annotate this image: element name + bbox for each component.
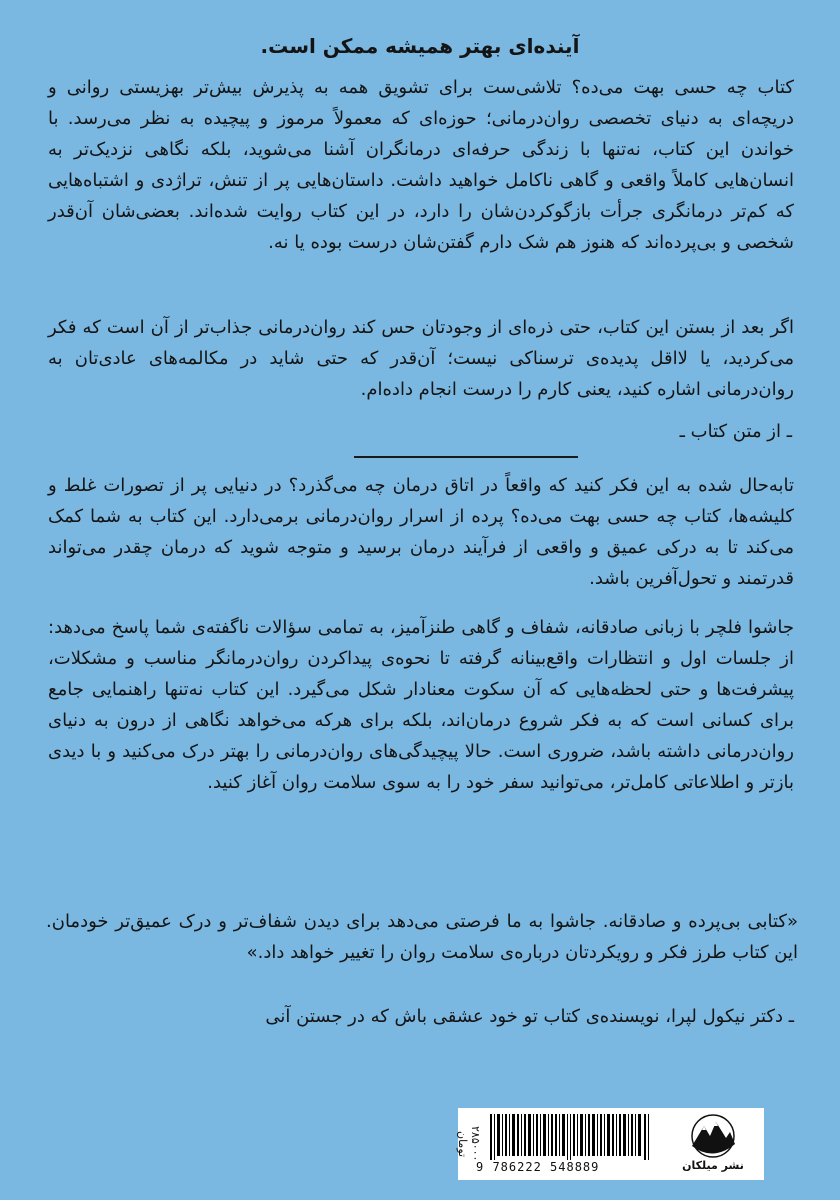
isbn-number: 9 786222 548889 [476,1160,600,1174]
price-label: ۲۸۵۰۰۰ تومان [456,1126,482,1162]
excerpt-source: ـ از متن کتاب ـ [679,421,792,442]
endorsement-quote [46,906,798,968]
section-divider [354,456,578,458]
description-paragraph-2 [48,612,794,798]
cover-tagline: آینده‌ای بهتر همیشه ممکن است. [260,34,580,58]
description-paragraph-1-text: تابه‌حال شده به این فکر کنید که واقعاً در اتاق درمان چه می‌گذرد؟ در دنیایی پر از تصورات غلط و کلیشه‌ها، کتاب چه حسی بهت می‌ده؟ پرده از اسرار روان‌درمانی برمی‌دارد. این کتاب به شما کمک می‌کند تا به درکی عمیق و واقعی از فرآیند درمان برسید و متوجه شوید که درمان چقدر می‌تواند قدرتمند و تحول‌آفرین باشد. [48,475,794,589]
publisher-mark [664,1112,762,1176]
description-paragraph-1 [48,470,794,594]
excerpt-paragraph-2-text: اگر بعد از بستن این کتاب، حتی ذره‌ای از وجودتان حس کند روان‌درمانی جذاب‌تر از آن است که فکر می‌کردید، یا لااقل پدیده‌ی ترسناکی نیست؛ آن‌قدر که حتی شاید در مکالمه‌های عادی‌تان به روان‌درمانی اشاره کنید، یعنی کارم را درست انجام داده‌ام. [48,317,794,400]
excerpt-paragraph-2 [48,312,794,405]
publisher-name: نشر میلکان [682,1159,744,1172]
mountain-logo-icon [686,1114,740,1158]
isbn-barcode [490,1114,652,1160]
endorsement-quote-text: «کتابی بی‌پرده و صادقانه. جاشوا به ما فرصتی می‌دهد برای دیدن شفاف‌تر و درک عمیق‌تر خودمان. این کتاب طرز فکر و رویکردتان درباره‌ی سلامت روان را تغییر خواهد داد.» [46,911,798,963]
description-paragraph-2-text: جاشوا فلچر با زبانی صادقانه، شفاف و گاهی طنزآمیز، به تمامی سؤالات ناگفته‌ی شما پاسخ می‌دهد: از جلسات اول و انتظارات واقع‌بینانه گرفته تا نحوه‌ی پیداکردن روان‌درمانگر مناسب و مشکلات، پیشرفت‌ها و حتی لحظه‌هایی که آن سکوت معنادار شکل می‌گیرد. این کتاب نه‌تنها راهنمایی جامع برای کسانی است که به فکر شروع درمان‌اند، بلکه برای هرکه می‌خواهد نگاهی از درون به دنیای روان‌درمانی داشته باشد، ضروری است. حالا پیچیدگی‌های روان‌درمانی را بهتر درک می‌کنید و با دیدی بازتر و اطلاعاتی کامل‌تر، می‌توانید سفر خود را به سوی سلامت روان آغاز کنید. [48,617,794,793]
excerpt-paragraph-1-text: کتاب چه حسی بهت می‌ده؟ تلاشی‌ست برای تشویق همه به پذیرش بیش‌تر بهزیستی روانی و دریچه‌ای به دنیای تخصصی روان‌درمانی؛ حوزه‌ای که معمولاً مرموز و پیچیده به نظر می‌رسد. با خواندن این کتاب، نه‌تنها با زندگی حرفه‌ای درمانگران آشنا می‌شوید، بلکه نگاهی نزدیک‌تر به انسان‌هایی کاملاً واقعی و گاهی ناکامل خواهید داشت. داستان‌هایی پر از تنش، تراژدی و اشتباه‌هایی که کم‌تر درمانگری جرأت بازگوکردن‌شان را دارد، در این کتاب روایت شده‌اند. بعضی‌شان آن‌قدر شخصی و بی‌پرده‌اند که هنوز هم شک دارم گفتن‌شان درست بوده یا نه. [48,77,794,253]
endorsement-attribution: ـ دکتر نیکول لپرا، نویسنده‌ی کتاب تو خود عشقی باش که در جستن آنی [265,1006,794,1027]
excerpt-paragraph-1 [48,72,794,258]
